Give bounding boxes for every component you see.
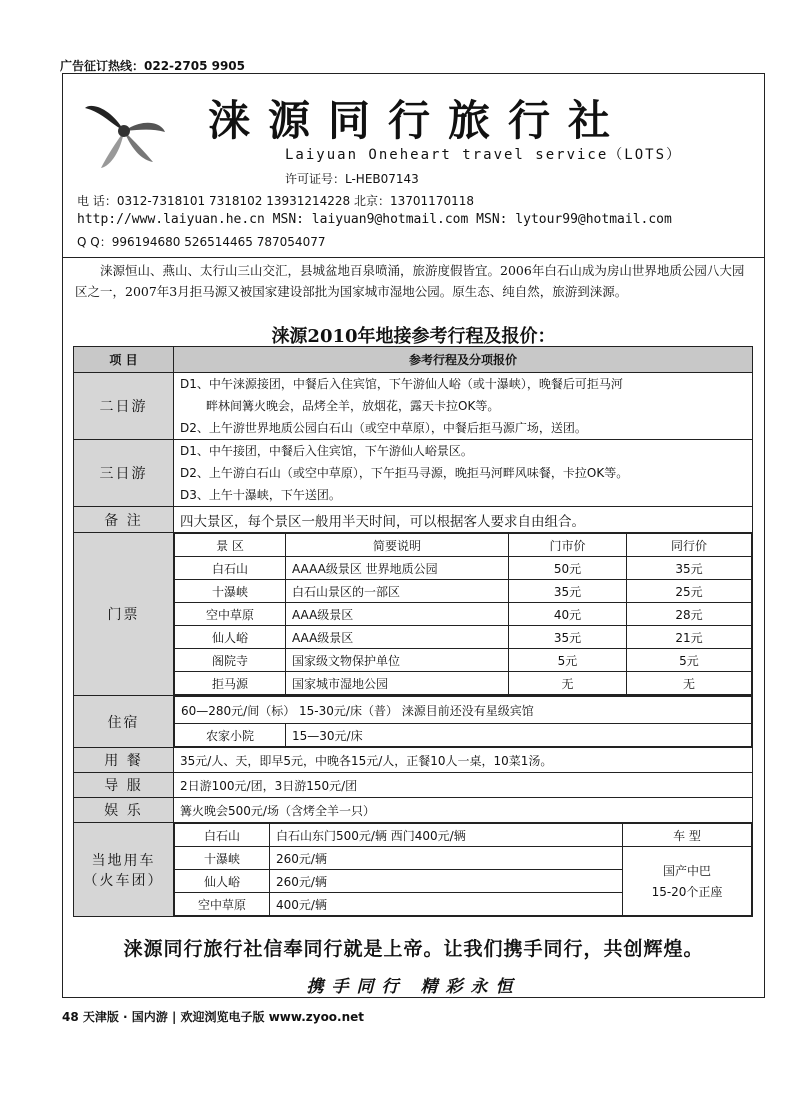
farm-label: 农家小院	[175, 724, 286, 747]
three-day-content	[174, 440, 753, 507]
row-two-day	[74, 373, 753, 440]
meals-text: 35元/人、天，即早5元，中晚各15元/人，正餐10人一桌，10菜1汤。	[174, 748, 753, 773]
vehicle-type-line1: 国产中巴	[662, 864, 711, 878]
qq-line: Q Q：996194680 526514465 787054077	[77, 235, 326, 249]
agency-english-name: Laiyuan Oneheart travel service（LOTS）	[285, 147, 683, 163]
ticket-cell: 无	[627, 672, 752, 695]
vehicle-price: 白石山东门500元/辆 西门400元/辆	[270, 824, 623, 847]
row-vehicle	[74, 823, 753, 917]
ticket-header: 简要说明	[286, 534, 509, 557]
table-row	[175, 672, 752, 695]
ticket-cell: 白石山	[175, 557, 286, 580]
ticket-cell: 5元	[627, 649, 752, 672]
agency-motto: 携手同行 精彩永恒	[306, 977, 521, 997]
row-lodging	[74, 696, 753, 748]
intro-paragraph: 涞源恒山、燕山、太行山三山交汇，县城盆地百泉喷涌，旅游度假皆宜。2006年白石山成为房山世界地质公园八大园区之一，2007年3月拒马源又被国家建设部批为国家城市湿地公园。原生态、纯自然，旅游到涞源。	[75, 263, 745, 299]
table-header-row	[74, 347, 753, 373]
label-tickets: 门票	[74, 533, 174, 696]
ticket-cell: 35元	[509, 580, 627, 603]
table-row	[175, 847, 752, 870]
fan-logo-icon	[81, 88, 167, 174]
fun-text: 篝火晚会500元/场（含烤全羊一只）	[174, 798, 753, 823]
vehicle-type-header: 车 型	[623, 824, 752, 847]
ticket-cell: 50元	[509, 557, 627, 580]
page-footer: 48 天津版 · 国内游 | 欢迎浏览电子版 www.zyoo.net	[62, 1010, 365, 1024]
row-meals	[74, 748, 753, 773]
table-title: 涞源2010年地接参考行程及报价：	[271, 326, 556, 347]
lodging-cell	[174, 696, 753, 748]
label-note: 备 注	[74, 507, 174, 533]
ticket-cell: 5元	[509, 649, 627, 672]
tickets-cell	[174, 533, 753, 696]
vehicle-spot: 仙人峪	[175, 870, 270, 893]
ticket-header: 同行价	[627, 534, 752, 557]
table-row	[175, 824, 752, 847]
table-row	[175, 557, 752, 580]
tickets-table	[174, 533, 752, 695]
label-three-day: 三日游	[74, 440, 174, 507]
agency-slogan: 涞源同行旅行社信奉同行就是上帝。让我们携手同行，共创辉煌。	[123, 938, 704, 960]
ticket-cell: AAA级景区	[286, 626, 509, 649]
row-tickets	[74, 533, 753, 696]
vehicle-spot: 空中草原	[175, 893, 270, 916]
guide-text: 2日游100元/团，3日游150元/团	[174, 773, 753, 798]
label-lodging: 住宿	[74, 696, 174, 748]
row-fun	[74, 798, 753, 823]
ticket-cell: 21元	[627, 626, 752, 649]
vehicle-label-line2: （火车团）	[83, 872, 164, 889]
ticket-cell: 空中草原	[175, 603, 286, 626]
ticket-cell: 35元	[627, 557, 752, 580]
table-row	[175, 697, 752, 724]
ticket-cell: 35元	[509, 626, 627, 649]
table-row	[175, 626, 752, 649]
itinerary-price-table	[73, 346, 753, 917]
list-item: 畔林间篝火晚会，品烤全羊，放烟花，露天卡拉OK等。	[206, 399, 500, 413]
ticket-cell: 白石山景区的一部区	[286, 580, 509, 603]
web-msn-line: http://www.laiyuan.he.cn MSN: laiyuan9@hotmail.com MSN: lytour99@hotmail.com	[77, 212, 672, 227]
two-day-content	[174, 373, 753, 440]
list-item: D1、中午涞源接团，中餐后入住宾馆，下午游仙人峪（或十瀑峡），晚餐后可拒马河	[180, 377, 623, 391]
ticket-header: 门市价	[509, 534, 627, 557]
vehicle-table	[174, 823, 752, 916]
table-row	[175, 649, 752, 672]
note-text: 四大景区，每个景区一般用半天时间，可以根据客人要求自由组合。	[174, 507, 753, 533]
header-itinerary: 参考行程及分项报价	[174, 347, 753, 373]
row-three-day	[74, 440, 753, 507]
lodging-hotel-price: 60—280元/间（标） 15-30元/床（普） 涞源目前还没有星级宾馆	[175, 697, 752, 724]
list-item: D1、中午接团，中餐后入住宾馆，下午游仙人峪景区。	[180, 444, 473, 458]
vehicle-price: 260元/辆	[270, 870, 623, 893]
ticket-cell: 25元	[627, 580, 752, 603]
ad-hotline: 广告征订热线：022-2705 9905	[60, 59, 246, 73]
row-guide	[74, 773, 753, 798]
list-item: D2、上午游世界地质公园白石山（或空中草原），中餐后拒马源广场，送团。	[180, 421, 587, 435]
list-item: D2、上午游白石山（或空中草原），下午拒马寻源，晚拒马河畔风味餐，卡拉OK等。	[180, 466, 629, 480]
ticket-header: 景 区	[175, 534, 286, 557]
license-number: 许可证号：L-HEB07143	[285, 172, 419, 186]
label-fun: 娱 乐	[74, 798, 174, 823]
table-row	[175, 534, 752, 557]
ticket-cell: 仙人峪	[175, 626, 286, 649]
vehicle-price: 400元/辆	[270, 893, 623, 916]
vehicle-type-line2: 15-20个正座	[651, 885, 723, 899]
label-vehicle	[74, 823, 174, 917]
phone-line: 电 话：0312-7318101 7318102 13931214228 北京：13701170118	[77, 194, 474, 208]
ticket-cell: 国家级文物保护单位	[286, 649, 509, 672]
agency-name: 涞源同行旅行社	[208, 96, 629, 145]
vehicle-spot: 十瀑峡	[175, 847, 270, 870]
ticket-cell: 28元	[627, 603, 752, 626]
ticket-cell: 40元	[509, 603, 627, 626]
row-note	[74, 507, 753, 533]
vehicle-spot: 白石山	[175, 824, 270, 847]
table-row	[175, 603, 752, 626]
ticket-cell: 拒马源	[175, 672, 286, 695]
ticket-cell: 无	[509, 672, 627, 695]
farm-price: 15—30元/床	[286, 724, 752, 747]
label-meals: 用 餐	[74, 748, 174, 773]
vehicle-label-line1: 当地用车	[91, 852, 156, 869]
label-guide: 导 服	[74, 773, 174, 798]
list-item: D3、上午十瀑峡，下午送团。	[180, 488, 341, 502]
lodging-table	[174, 696, 752, 747]
ticket-cell: 国家城市湿地公园	[286, 672, 509, 695]
header-item: 项 目	[74, 347, 174, 373]
vehicle-cell	[174, 823, 753, 917]
ticket-cell: AAAA级景区 世界地质公园	[286, 557, 509, 580]
ticket-cell: 十瀑峡	[175, 580, 286, 603]
label-two-day: 二日游	[74, 373, 174, 440]
table-row	[175, 580, 752, 603]
table-row	[175, 724, 752, 747]
agency-header	[63, 74, 764, 258]
ticket-cell: AAA级景区	[286, 603, 509, 626]
ticket-cell: 阁院寺	[175, 649, 286, 672]
advertisement-frame	[62, 73, 765, 998]
vehicle-type	[623, 847, 752, 916]
vehicle-price: 260元/辆	[270, 847, 623, 870]
